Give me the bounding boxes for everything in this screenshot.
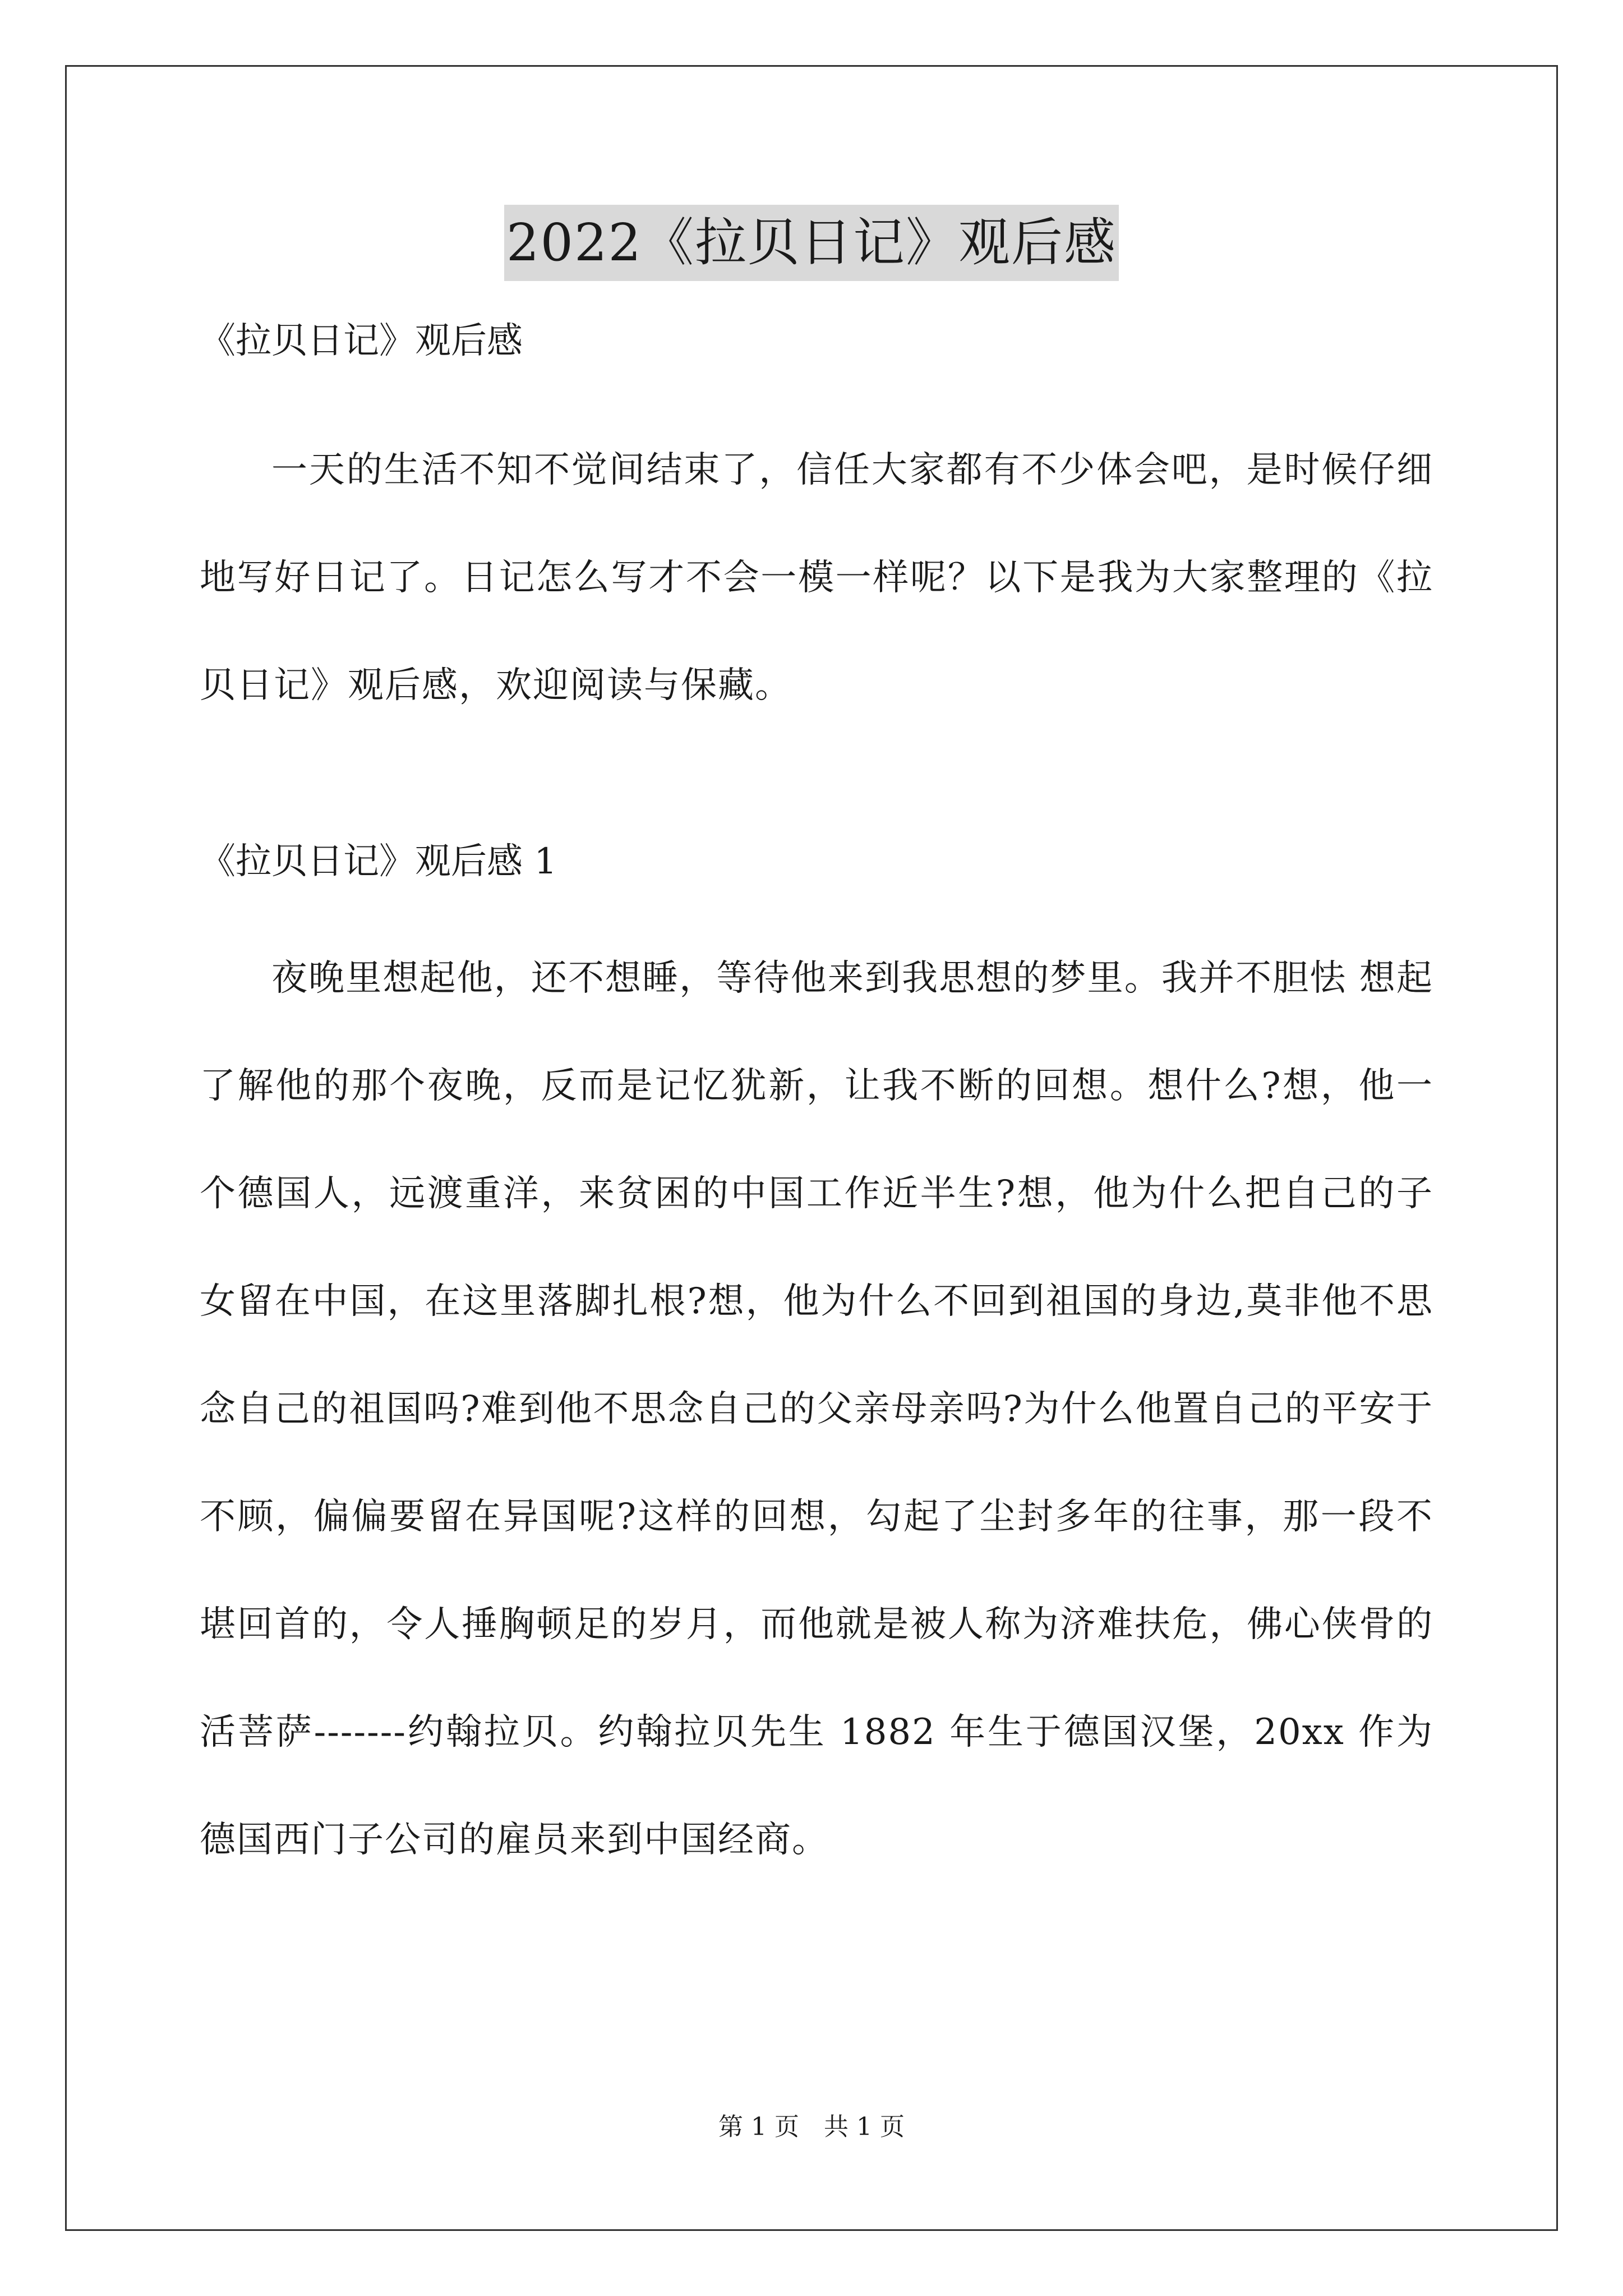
title-container [0,205,1623,281]
page-number: 第 1 页 共 1 页 [718,2113,905,2141]
document-title: 2022《拉贝日记》观后感 [504,205,1119,281]
spacer [200,739,1433,835]
spacer [200,889,1433,924]
document-subtitle: 《拉贝日记》观后感 [200,320,523,362]
section-paragraph: 夜晚里想起他，还不想睡，等待他来到我思想的梦里。我并不胆怯 想起了解他的那个夜晚，反而是记忆犹新，让我不断的回想。想什么?想，他一个德国人，远渡重洋，来贫困的中国工作近半生?想，他为什么把自己的子女留在中国，在这里落脚扎根?想，他为什么不回到祖国的身边,莫非他不思念自己的祖国吗?难到他不思念自己的父亲母亲吗?为什么他置自己的平安于不顾，偏偏要留在异国呢?这样的回想，勾起了尘封多年的往事，那一段不堪回首的，令人捶胸顿足的岁月，而他就是被人称为济难扶危，佛心侠骨的活菩萨-------约翰拉贝。约翰拉贝先生 1882 年生于德国汉堡，20xx 作为德国西门子公司的雇员来到中国经商。 [200,958,1433,1861]
page-footer [0,2110,1623,2144]
document-body [200,314,1433,1894]
section-heading: 《拉贝日记》观后感 1 [200,841,557,882]
spacer [200,368,1433,416]
intro-paragraph: 一天的生活不知不觉间结束了，信任大家都有不少体会吧，是时候仔细地写好日记了。日记怎么写才不会一模一样呢？以下是我为大家整理的《拉贝日记》观后感，欢迎阅读与保藏。 [200,449,1433,706]
